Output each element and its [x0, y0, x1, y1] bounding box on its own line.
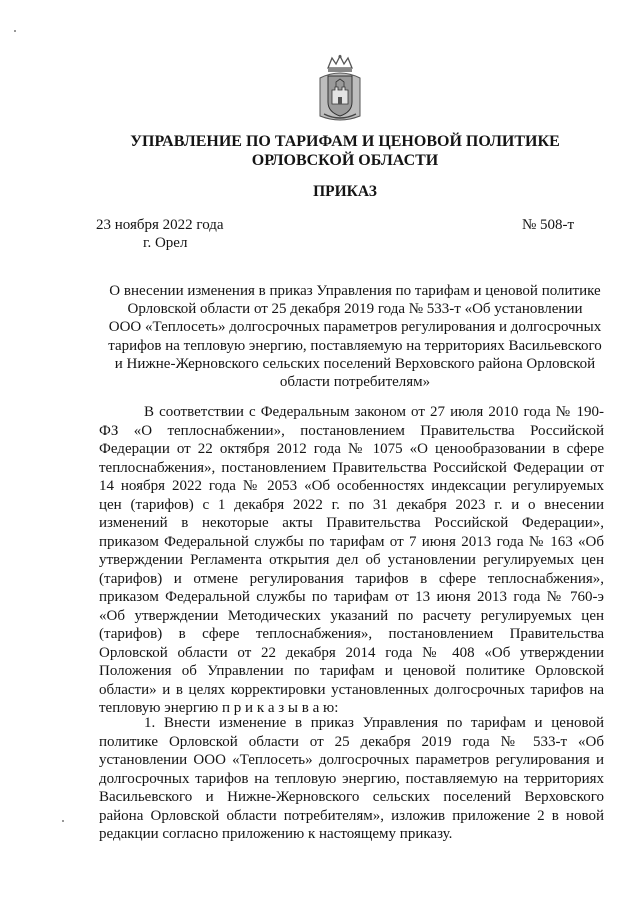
preamble-paragraph: [99, 403, 604, 718]
paragraph-line: редакции согласно приложению к настоящему приказу.: [99, 826, 453, 842]
paragraph-line: (тарифов) в сфере теплоснабжения», постановлением Правительства: [99, 626, 604, 642]
paragraph-line: утверждении Регламента открытия дел об установлении регулируемых цен: [99, 552, 604, 568]
scan-speck: [14, 30, 16, 32]
scan-speck: [62, 820, 64, 822]
subject-line: и Нижне-Жерновского сельских поселений Верховского района Орловской: [114, 355, 596, 372]
paragraph-line: изменений в некоторые акты Правительства Российской Федерации»,: [99, 515, 604, 531]
order-item-1-paragraph: [99, 714, 604, 844]
paragraph-line: политике Орловской области от 25 декабря 2019 года № 533-т «Об: [99, 733, 604, 750]
paragraph-line: Орловской области от 22 декабря 2014 года № 408 «Об утверждении: [99, 644, 604, 661]
document-type-title: ПРИКАЗ: [313, 183, 377, 200]
paragraph-line: «Об утверждении Методических указаний по расчету регулируемых цен: [99, 607, 604, 624]
paragraph-line: приказом Федеральной службы по тарифам от 7 июня 2013 года № 163 «Об: [99, 533, 604, 550]
paragraph-line: теплоснабжения», постановлением Правительства Российской Федерации от: [99, 459, 604, 476]
paragraph-line: Федерации от 22 октября 2012 года № 1075 «О ценообразовании в сфере: [99, 441, 604, 457]
paragraph-line: (тарифов) и отмене регулирования тарифов в сфере теплоснабжения»,: [99, 570, 604, 587]
document-subject: [100, 282, 610, 391]
paragraph-line: долгосрочных тарифов на тепловую энергию, поставляемую на территориях: [99, 770, 604, 787]
paragraph-line: ФЗ «О теплоснабжении», постановлением Правительства Российской: [99, 422, 604, 439]
paragraph-line: области» и в целях корректировки установленных долгосрочных тарифов на: [99, 681, 604, 698]
paragraph-line: тепловую энергию п р и к а з ы в а ю:: [99, 700, 339, 716]
subject-line: ООО «Теплосеть» долгосрочных параметров регулирования и долгосрочных: [108, 319, 602, 336]
paragraph-line: приказом Федеральной службы по тарифам от 13 июня 2013 года № 760-э: [99, 589, 604, 605]
paragraph-line: В соответствии с Федеральным законом от 27 июля 2010 года № 190-: [144, 404, 604, 420]
organization-name-line-2: ОРЛОВСКОЙ ОБЛАСТИ: [251, 152, 439, 169]
document-city: г. Орел: [143, 235, 188, 251]
subject-line: тарифов на тепловую энергию, поставляемую на территориях Васильевского: [108, 337, 602, 354]
paragraph-line: района Орловской области потребителям», изложив приложение 2 в новой: [99, 807, 604, 824]
subject-line: области потребителям»: [279, 374, 431, 391]
paragraph-line: цен (тарифов) с 1 декабря 2022 г. по 31 декабря 2023 г. и о внесении: [99, 496, 604, 513]
paragraph-line: 1. Внести изменение в приказ Управления по тарифам и ценовой: [144, 715, 604, 731]
paragraph-line: Положения об Управлении по тарифам и ценовой политике Орловской: [99, 663, 604, 679]
subject-line: О внесении изменения в приказ Управления по тарифам и ценовой политике: [109, 283, 601, 299]
paragraph-line: Васильевского и Нижне-Жерновского сельских поселений Верховского: [99, 789, 604, 805]
orel-oblast-coat-of-arms-icon: [318, 54, 362, 124]
subject-line: Орловской области от 25 декабря 2019 года № 533-т «Об установлении: [127, 301, 583, 318]
paragraph-line: установлении ООО «Теплосеть» долгосрочных параметров регулирования и: [99, 752, 604, 768]
organization-name-line-1: УПРАВЛЕНИЕ ПО ТАРИФАМ И ЦЕНОВОЙ ПОЛИТИКЕ: [130, 133, 560, 150]
paragraph-line: 14 ноября 2022 года № 2053 «Об особенностях индексации регулируемых: [99, 478, 604, 494]
document-date: 23 ноября 2022 года: [96, 217, 224, 233]
document-number: № 508-т: [522, 217, 575, 233]
